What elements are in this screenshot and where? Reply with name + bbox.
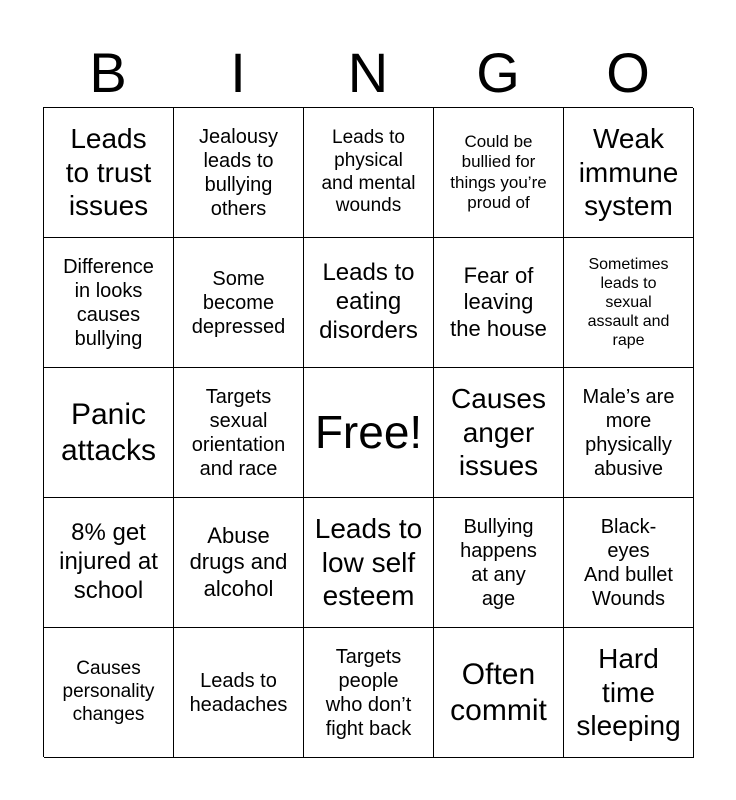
bingo-cell[interactable]: Could be bullied for things you’re proud of (434, 108, 564, 238)
header-letter-g: G (476, 41, 520, 104)
bingo-cell[interactable]: Leads to headaches (174, 628, 304, 758)
header-letter-o: O (606, 41, 650, 104)
bingo-cell[interactable]: Difference in looks causes bullying (44, 238, 174, 368)
bingo-cell[interactable]: Targets people who don’t fight back (304, 628, 434, 758)
bingo-cell[interactable]: Weak immune system (564, 108, 694, 238)
bingo-cell[interactable]: Abuse drugs and alcohol (174, 498, 304, 628)
bingo-cell[interactable]: Sometimes leads to sexual assault and rape (564, 238, 694, 368)
header-letter-n: N (347, 41, 389, 104)
bingo-cell[interactable]: Male’s are more physically abusive (564, 368, 694, 498)
bingo-cell[interactable]: Causes anger issues (434, 368, 564, 498)
bingo-cell[interactable]: Jealousy leads to bullying others (174, 108, 304, 238)
header-letter-b: B (89, 41, 127, 104)
bingo-cell[interactable]: Hard time sleeping (564, 628, 694, 758)
bingo-cell[interactable]: Leads to trust issues (44, 108, 174, 238)
bingo-cell[interactable]: Causes personality changes (44, 628, 174, 758)
bingo-cell[interactable]: Panic attacks (44, 368, 174, 498)
header-letter-i: I (230, 41, 246, 104)
bingo-cell[interactable]: Some become depressed (174, 238, 304, 368)
bingo-cell[interactable]: Leads to low self esteem (304, 498, 434, 628)
bingo-cell[interactable]: Often commit (434, 628, 564, 758)
bingo-cell[interactable]: Fear of leaving the house (434, 238, 564, 368)
bingo-cell[interactable]: Bullying happens at any age (434, 498, 564, 628)
bingo-header (43, 40, 693, 106)
bingo-cell[interactable]: Targets sexual orientation and race (174, 368, 304, 498)
bingo-cell[interactable]: 8% get injured at school (44, 498, 174, 628)
free-space[interactable]: Free! (304, 368, 434, 498)
bingo-grid (43, 107, 693, 757)
bingo-cell[interactable]: Leads to eating disorders (304, 238, 434, 368)
bingo-cell[interactable]: Leads to physical and mental wounds (304, 108, 434, 238)
bingo-cell[interactable]: Black- eyes And bullet Wounds (564, 498, 694, 628)
